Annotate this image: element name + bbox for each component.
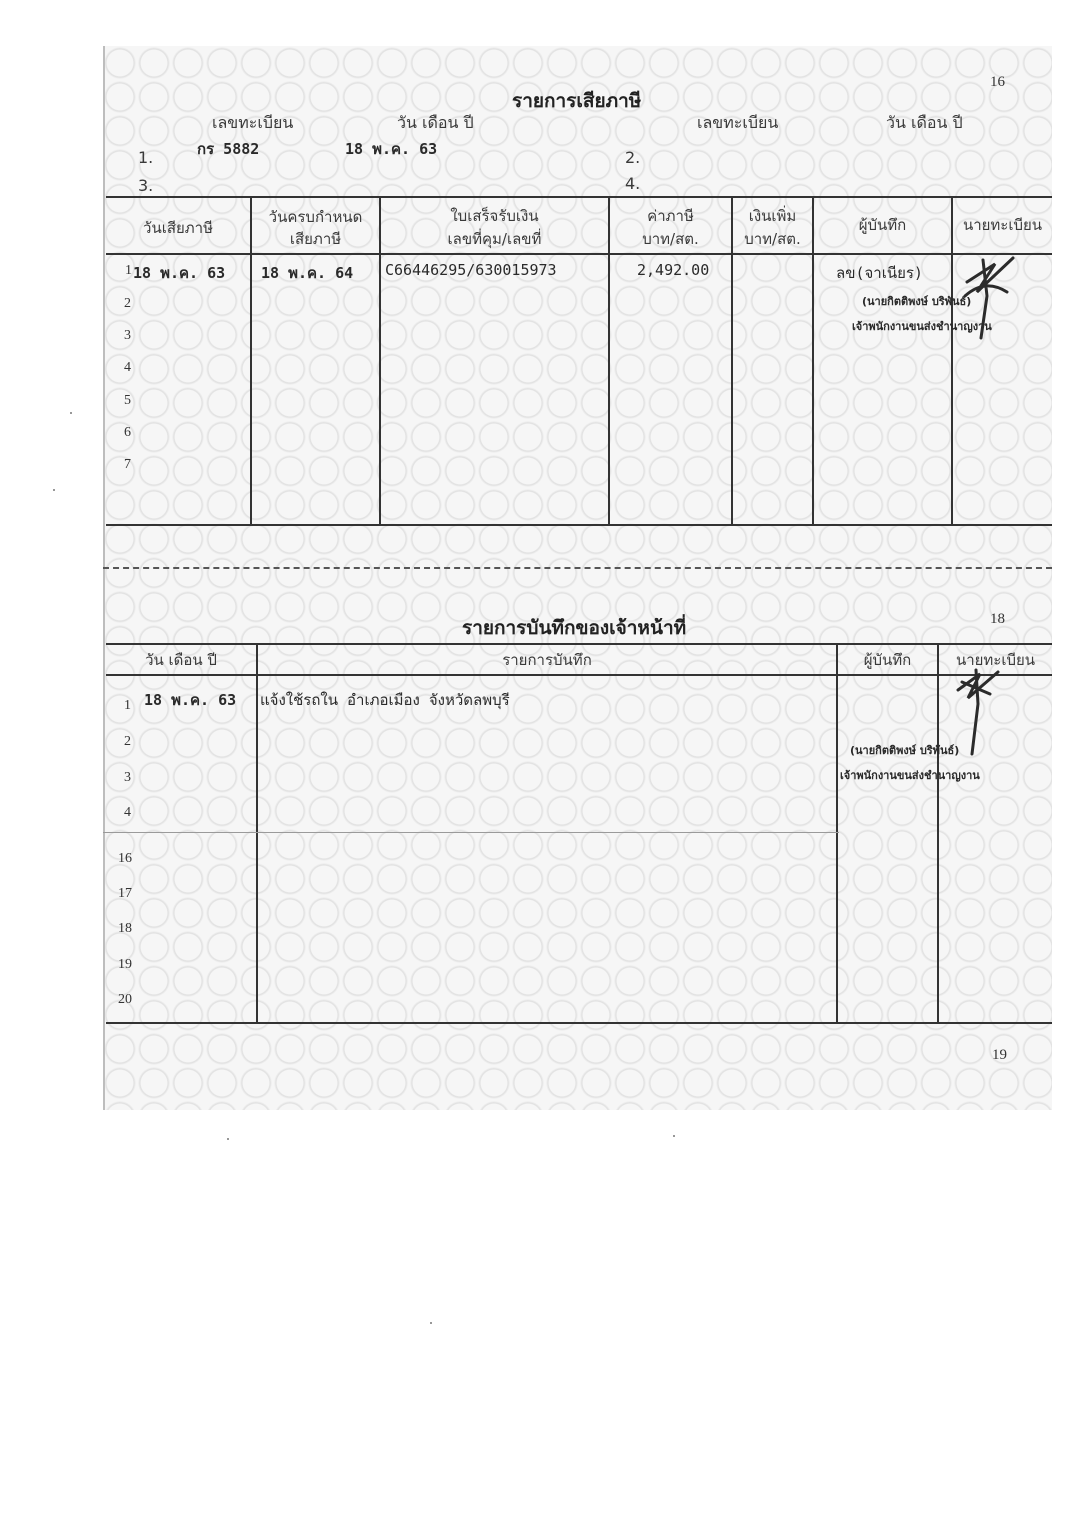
- officer-table-top-line: [106, 643, 1052, 645]
- vehicle-row-4-num: 4.: [625, 174, 641, 193]
- officer-table-bottom-line: [106, 1022, 1052, 1024]
- tax-section-title: รายการเสียภาษี: [512, 90, 642, 112]
- tax-signer-title: เจ้าพนักงานขนส่งชำนาญงาน: [852, 320, 992, 333]
- officer-col-divider-2: [836, 643, 838, 1024]
- th-registrar: นายทะเบียน: [962, 216, 1043, 234]
- tax-row-1-due-date: 18 พ.ค. 64: [261, 264, 354, 282]
- tax-row-num-6: 6: [124, 425, 131, 440]
- oth-date: วัน เดือน ปี: [145, 651, 217, 669]
- tax-row-1-receipt: C66446295/630015973: [385, 261, 557, 279]
- tax-table-header-line: [106, 253, 1052, 255]
- officer-signer-title: เจ้าพนักงานขนส่งชำนาญงาน: [840, 769, 980, 782]
- vehicle-row-1-num: 1.: [138, 148, 154, 167]
- vehicle-row-2-num: 2.: [625, 148, 641, 167]
- tax-col-divider-5: [812, 196, 814, 526]
- officer-registrar-signature: [950, 664, 1010, 760]
- tax-row-num-3: 3: [124, 328, 131, 343]
- officer-col-divider-3: [937, 643, 939, 1024]
- officer-signer-name: (นายกิตติพงษ์ บริพันธ์): [850, 744, 960, 757]
- tax-signer-name: (นายกิตติพงษ์ บริพันธ์): [862, 295, 972, 308]
- officer-row-num-20: 20: [118, 992, 132, 1007]
- scan-speck: [70, 412, 72, 414]
- sheet-left-edge: [103, 46, 105, 1110]
- scan-speck: [53, 489, 55, 491]
- scan-speck: [227, 1138, 229, 1140]
- vehicle-row-3-num: 3.: [138, 176, 154, 195]
- tax-row-1-recorder: ลข(จาเนียร): [836, 264, 923, 282]
- th-receipt-l1: ใบเสร็จรับเงิน: [450, 207, 539, 225]
- tax-row-1-tax-date: 18 พ.ค. 63: [133, 264, 226, 282]
- officer-page-number: 18: [990, 611, 1005, 627]
- torn-edge-line: [103, 832, 839, 833]
- th-due-date-l1: วันครบกำหนด: [268, 208, 363, 226]
- oth-registrar: นายทะเบียน: [955, 651, 1036, 669]
- tax-table-top-line: [106, 196, 1052, 198]
- officer-table-header-line: [106, 674, 1052, 676]
- tax-registrar-signature: [955, 252, 1025, 344]
- officer-entry-text: แจ้งใช้รถใน อำเภอเมือง จังหวัดลพบุรี: [260, 691, 510, 709]
- oth-entry: รายการบันทึก: [502, 651, 592, 669]
- tax-row-num-7: 7: [124, 457, 131, 472]
- scan-speck: [673, 1135, 675, 1137]
- th-due-date-l2: เสียภาษี: [289, 230, 342, 248]
- officer-row-num-2: 2: [124, 734, 131, 749]
- tax-table-bottom-line: [106, 524, 1052, 526]
- officer-col-divider-1: [256, 643, 258, 1024]
- tax-row-num-1: 1: [125, 263, 132, 278]
- reg-label-left: เลขทะเบียน: [212, 113, 294, 132]
- section-separator: [103, 567, 1052, 569]
- th-receipt-l2: เลขที่คุม/เลขที่: [447, 230, 542, 248]
- vehicle-row-1-reg: กร 5882: [197, 140, 260, 158]
- th-tax-l2: บาท/สต.: [642, 230, 699, 248]
- tax-row-1-tax-amount: 2,492.00: [637, 261, 710, 279]
- officer-section-title: รายการบันทึกของเจ้าหน้าที่: [462, 617, 687, 639]
- tax-row-num-2: 2: [124, 296, 131, 311]
- officer-row-num-16: 16: [118, 851, 132, 866]
- footer-page-number: 19: [992, 1047, 1007, 1063]
- th-recorder: ผู้บันทึก: [858, 216, 907, 234]
- th-tax-date: วันเสียภาษี: [143, 219, 213, 237]
- tax-row-num-5: 5: [124, 393, 131, 408]
- th-tax-l1: ค่าภาษี: [647, 207, 694, 225]
- reg-label-right: เลขทะเบียน: [697, 113, 779, 132]
- date-label-left: วัน เดือน ปี: [397, 113, 474, 132]
- tax-page-number: 16: [990, 74, 1005, 90]
- officer-row-num-17: 17: [118, 886, 132, 901]
- scan-speck: [430, 1322, 432, 1324]
- officer-entry-date: 18 พ.ค. 63: [144, 691, 237, 709]
- vehicle-row-1-date: 18 พ.ค. 63: [345, 140, 438, 158]
- officer-row-num-1: 1: [124, 698, 131, 713]
- officer-row-num-3: 3: [124, 770, 131, 785]
- date-label-right: วัน เดือน ปี: [886, 113, 963, 132]
- officer-row-num-4: 4: [124, 805, 131, 820]
- tax-row-num-4: 4: [124, 360, 131, 375]
- th-extra-l2: บาท/สต.: [744, 230, 801, 248]
- officer-row-num-18: 18: [118, 921, 132, 936]
- th-extra-l1: เงินเพิ่ม: [748, 207, 797, 225]
- oth-recorder: ผู้บันทึก: [863, 651, 912, 669]
- officer-row-num-19: 19: [118, 957, 132, 972]
- tax-col-divider-6: [951, 196, 953, 526]
